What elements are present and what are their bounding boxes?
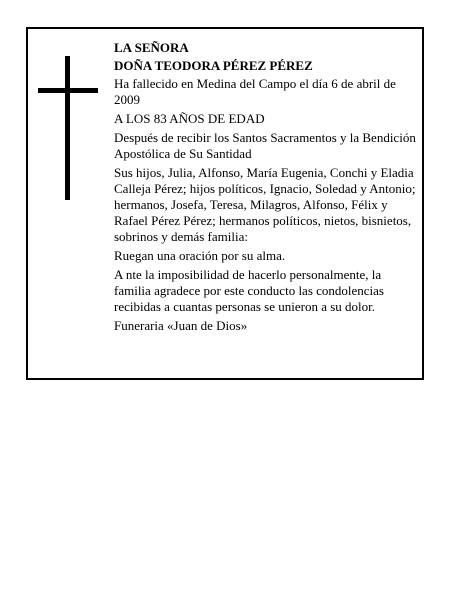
cross-horizontal-bar [38,88,98,93]
acknowledgement: A nte la imposibilidad de hacerlo personalmente, la familia agradece por este conducto las condolencias recibidas a cuantas personas se unieron a su dolor. [114,267,384,314]
death-announcement: Ha fallecido en Medina del Campo el día 6 de abril de 2009 [114,76,396,107]
age-line: A LOS 83 AÑOS DE EDAD [114,111,265,126]
notice-text [114,40,418,337]
notice-title-line-1: LA SEÑORA [114,40,189,55]
cross-vertical-bar [65,56,70,200]
prayer-request: Ruegan una oración por su alma. [114,248,286,263]
sacraments-line: Después de recibir los Santos Sacramentos y la Bendición Apostólica de Su Santidad [114,130,416,161]
obituary-notice [26,27,424,380]
notice-title-line-2: DOÑA TEODORA PÉREZ PÉREZ [114,58,313,73]
family-list: Sus hijos, Julia, Alfonso, María Eugenia, Conchi y Eladia Calleja Pérez; hijos políticos, Ignacio, Soledad y Antonio; hermanos, Josefa, Teresa, Milagros, Alfonso, Félix y Rafael Pérez Pérez; hermanos políticos, nietos, bisnietos, sobrinos y demás familia: [114,165,416,244]
funeral-home: Funeraria «Juan de Dios» [114,318,248,333]
cross-icon [38,56,98,200]
